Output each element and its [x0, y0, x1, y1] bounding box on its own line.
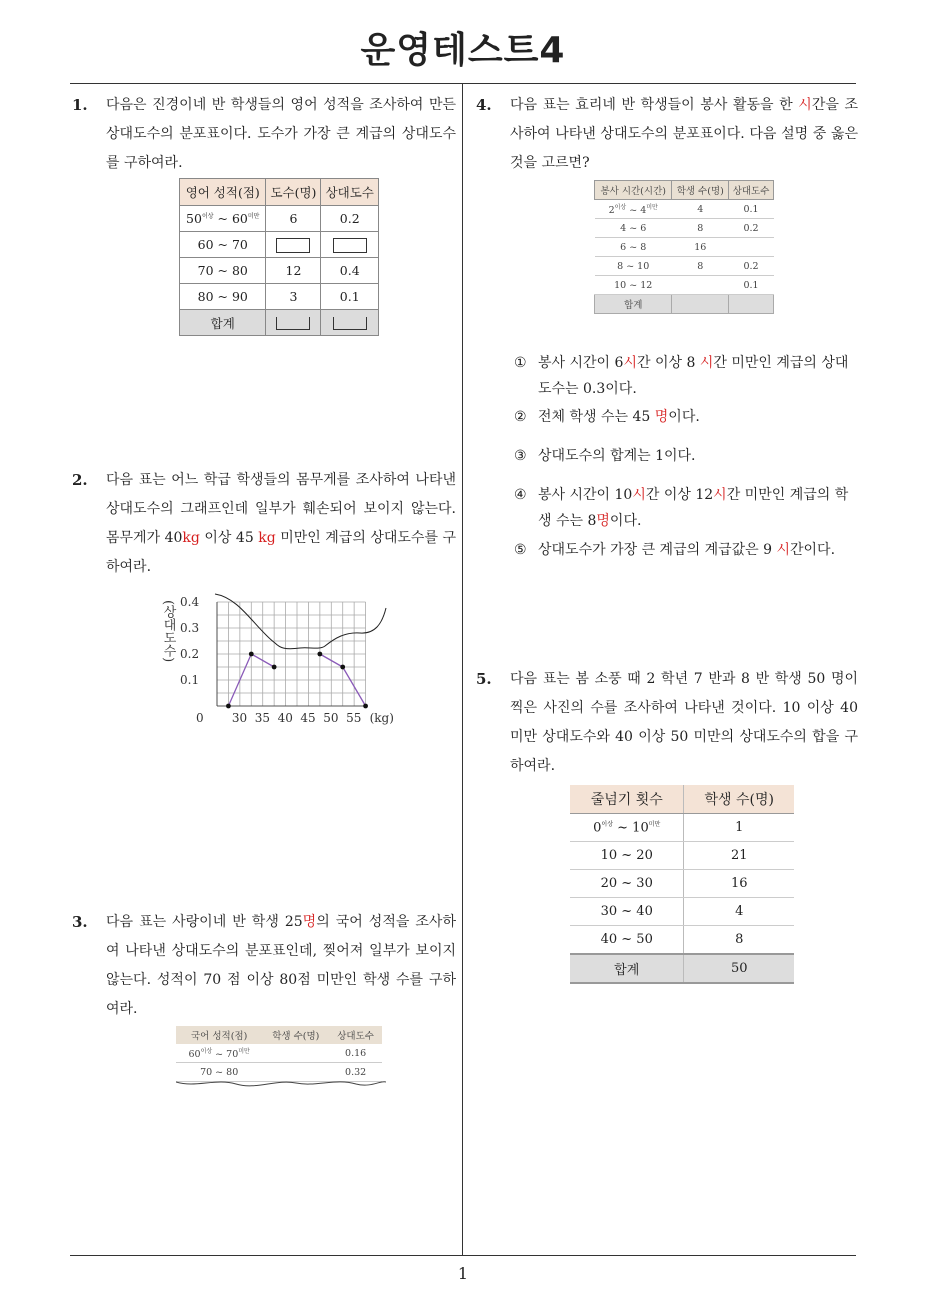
- frequency-cell: [262, 1044, 329, 1063]
- total-row: [180, 310, 379, 336]
- relative-frequency-graph: [160, 588, 420, 728]
- relative-frequency-cell: 0.4: [321, 258, 379, 284]
- option-3[interactable]: [514, 443, 858, 469]
- option-4[interactable]: [514, 482, 858, 534]
- question-4: [476, 91, 858, 178]
- count-cell: 4: [684, 898, 794, 926]
- table-row: [176, 1044, 382, 1063]
- option-text: 봉사 시간이 10시간 이상 12시간 미만인 계급의 학생 수는 8명이다.: [538, 487, 849, 529]
- frequency-cell: 12: [266, 258, 321, 284]
- grid: [217, 602, 366, 706]
- column-header: 상대도수: [729, 181, 774, 200]
- option-text: 봉사 시간이 6시간 이상 8 시간 미만인 계급의 상대도수는 0.3이다.: [538, 355, 849, 397]
- table-row: [595, 238, 774, 257]
- class-range: 70 ~ 80: [176, 1063, 262, 1082]
- table-row: [180, 206, 379, 232]
- frequency-cell: 8: [672, 257, 729, 276]
- x-tick-label: 0: [196, 711, 204, 725]
- x-tick-label: 45: [300, 711, 316, 725]
- relative-frequency-cell: 0.16: [329, 1044, 382, 1063]
- total-label: 합계: [595, 295, 672, 314]
- option-number: ①: [514, 355, 527, 371]
- column-header: 학생 수(명): [262, 1026, 329, 1044]
- q1-frequency-table: [179, 178, 379, 336]
- column-header: 영어 성적(점): [180, 179, 266, 206]
- x-tick-label: 35: [254, 711, 270, 725]
- class-range: $60^{이상}$ ~ $70^{미만}$: [176, 1044, 262, 1063]
- column-header: 국어 성적(점): [176, 1026, 262, 1044]
- x-unit-label: (kg): [369, 711, 394, 725]
- class-range: 4 ~ 6: [595, 219, 672, 238]
- class-range: 6 ~ 8: [595, 238, 672, 257]
- column-header: 상대도수: [321, 179, 379, 206]
- class-range: 20 ~ 30: [570, 870, 684, 898]
- count-cell: 8: [684, 926, 794, 955]
- total-row: [570, 954, 794, 983]
- question-2: [72, 466, 456, 582]
- option-number: ⑤: [514, 542, 527, 558]
- question-number: 2.: [72, 471, 88, 489]
- question-text: 다음 표는 어느 학급 학생들의 몸무게를 조사하여 나타낸 상대도수의 그래프인데 일부가 훼손되어 보이지 않는다. 몸무게가 40kg 이상 45 kg 미만인 계급의 상대도수를 구하여라.: [106, 472, 456, 575]
- footer-divider: [70, 1255, 856, 1256]
- question-3: [72, 908, 456, 1024]
- q5-frequency-table: [570, 785, 794, 984]
- relative-frequency-cell: 0.2: [729, 257, 774, 276]
- option-text: 상대도수의 합계는 1이다.: [538, 448, 696, 464]
- total-frequency-cell: [672, 295, 729, 314]
- table-row: [595, 219, 774, 238]
- class-range: 30 ~ 40: [570, 898, 684, 926]
- total-label: 합계: [570, 954, 684, 983]
- option-text: 상대도수가 가장 큰 계급의 계급값은 9 시간이다.: [538, 542, 836, 558]
- option-5[interactable]: [514, 537, 858, 563]
- total-row: [595, 295, 774, 314]
- table-row: [180, 232, 379, 258]
- question-number: 3.: [72, 913, 88, 931]
- relative-frequency-cell: 0.2: [321, 206, 379, 232]
- class-range: 8 ~ 10: [595, 257, 672, 276]
- table-row: [595, 200, 774, 219]
- x-tick-label: 55: [346, 711, 362, 725]
- header-divider: [70, 83, 856, 84]
- table-row: [570, 842, 794, 870]
- count-cell: 21: [684, 842, 794, 870]
- class-range: 80 ~ 90: [180, 284, 266, 310]
- relative-frequency-cell: 0.1: [729, 200, 774, 219]
- x-tick-label: 30: [231, 711, 248, 725]
- option-2[interactable]: [514, 404, 858, 430]
- table-row: [180, 258, 379, 284]
- y-axis-label: (상대도수): [160, 600, 176, 663]
- frequency-cell: 4: [672, 200, 729, 219]
- class-range: $0^{이상}$ ~ $10^{미만}$: [570, 814, 684, 842]
- count-cell: 1: [684, 814, 794, 842]
- question-5: [476, 665, 858, 781]
- class-range: 70 ~ 80: [180, 258, 266, 284]
- class-range: $2^{이상}$ ~ $4^{미만}$: [595, 200, 672, 219]
- data-point: [363, 704, 368, 709]
- class-range: 10 ~ 20: [570, 842, 684, 870]
- class-range: 60 ~ 70: [180, 232, 266, 258]
- table-row: [570, 814, 794, 842]
- y-tick-label: 0.1: [180, 673, 200, 687]
- relative-frequency-cell: 0.32: [329, 1063, 382, 1082]
- column-header: 학생 수(명): [672, 181, 729, 200]
- table-row: [180, 284, 379, 310]
- class-range: $50^{이상}$ ~ $60^{미만}$: [180, 206, 266, 232]
- question-text: 다음 표는 봄 소풍 때 2 학년 7 반과 8 반 학생 50 명이 찍은 사진의 수를 조사하여 나타낸 것이다. 10 이상 40 미만 상대도수와 40 이상 50 미만의 상대도수의 합을 구하여라.: [510, 671, 858, 774]
- option-text: 전체 학생 수는 45 명이다.: [538, 409, 700, 425]
- data-point: [249, 652, 254, 657]
- y-tick-label: 0.2: [180, 647, 200, 661]
- table-row: [570, 870, 794, 898]
- total-label: 합계: [180, 310, 266, 336]
- blank-total-box: [321, 310, 379, 336]
- column-header: 상대도수: [329, 1026, 382, 1044]
- question-text: 다음 표는 효리네 반 학생들이 봉사 활동을 한 시간을 조사하여 나타낸 상대도수의 분포표이다. 다음 설명 중 옳은 것을 고르면?: [510, 97, 858, 171]
- data-point: [272, 665, 277, 670]
- page-title: 운영테스트4: [360, 30, 566, 71]
- data-point: [340, 665, 345, 670]
- question-text: 다음 표는 사랑이네 반 학생 25명의 국어 성적을 조사하여 나타낸 상대도수의 분포표인데, 찢어져 일부가 보이지 않는다. 성적이 70 점 이상 80점 미만인 학생 수를 구하여라.: [106, 914, 456, 1017]
- blank-frequency-box: [266, 232, 321, 258]
- column-header: 도수(명): [266, 179, 321, 206]
- frequency-cell: 6: [266, 206, 321, 232]
- relative-frequency-cell: 0.2: [729, 219, 774, 238]
- question-number: 1.: [72, 96, 88, 114]
- total-count: 50: [684, 954, 794, 983]
- y-tick-label: 0.4: [180, 595, 200, 609]
- data-point: [317, 652, 322, 657]
- question-number: 5.: [476, 670, 492, 688]
- option-number: ④: [514, 487, 527, 503]
- option-number: ③: [514, 448, 527, 464]
- page-number: 1: [457, 1264, 469, 1283]
- count-cell: 16: [684, 870, 794, 898]
- blank-relative-box: [321, 232, 379, 258]
- table-row: [595, 257, 774, 276]
- table-row: [570, 926, 794, 955]
- q4-relative-frequency-table: [594, 180, 774, 314]
- class-range: 10 ~ 12: [595, 276, 672, 295]
- question-1: [72, 91, 456, 178]
- data-point: [226, 704, 231, 709]
- option-1[interactable]: [514, 350, 858, 402]
- total-relative-cell: [729, 295, 774, 314]
- q3-torn-table: [176, 1026, 382, 1082]
- relative-frequency-cell: [729, 238, 774, 257]
- relative-frequency-cell: 0.1: [729, 276, 774, 295]
- blank-total-box: [266, 310, 321, 336]
- column-header: 봉사 시간(시간): [595, 181, 672, 200]
- option-number: ②: [514, 409, 527, 425]
- frequency-cell: 8: [672, 219, 729, 238]
- class-range: 40 ~ 50: [570, 926, 684, 955]
- frequency-cell: [672, 276, 729, 295]
- question-text: 다음은 진경이네 반 학생들의 영어 성적을 조사하여 만든 상대도수의 분포표이다. 도수가 가장 큰 계급의 상대도수를 구하여라.: [106, 97, 456, 171]
- frequency-cell: 3: [266, 284, 321, 310]
- x-tick-label: 40: [277, 711, 293, 725]
- table-row: [595, 276, 774, 295]
- relative-frequency-cell: 0.1: [321, 284, 379, 310]
- column-header: 줄넘기 횟수: [570, 785, 684, 814]
- column-header: 학생 수(명): [684, 785, 794, 814]
- table-row: [570, 898, 794, 926]
- y-tick-label: 0.3: [180, 621, 200, 635]
- column-divider: [462, 83, 463, 1255]
- frequency-cell: 16: [672, 238, 729, 257]
- torn-edge: [176, 1076, 386, 1090]
- x-tick-label: 50: [323, 711, 339, 725]
- question-number: 4.: [476, 96, 492, 114]
